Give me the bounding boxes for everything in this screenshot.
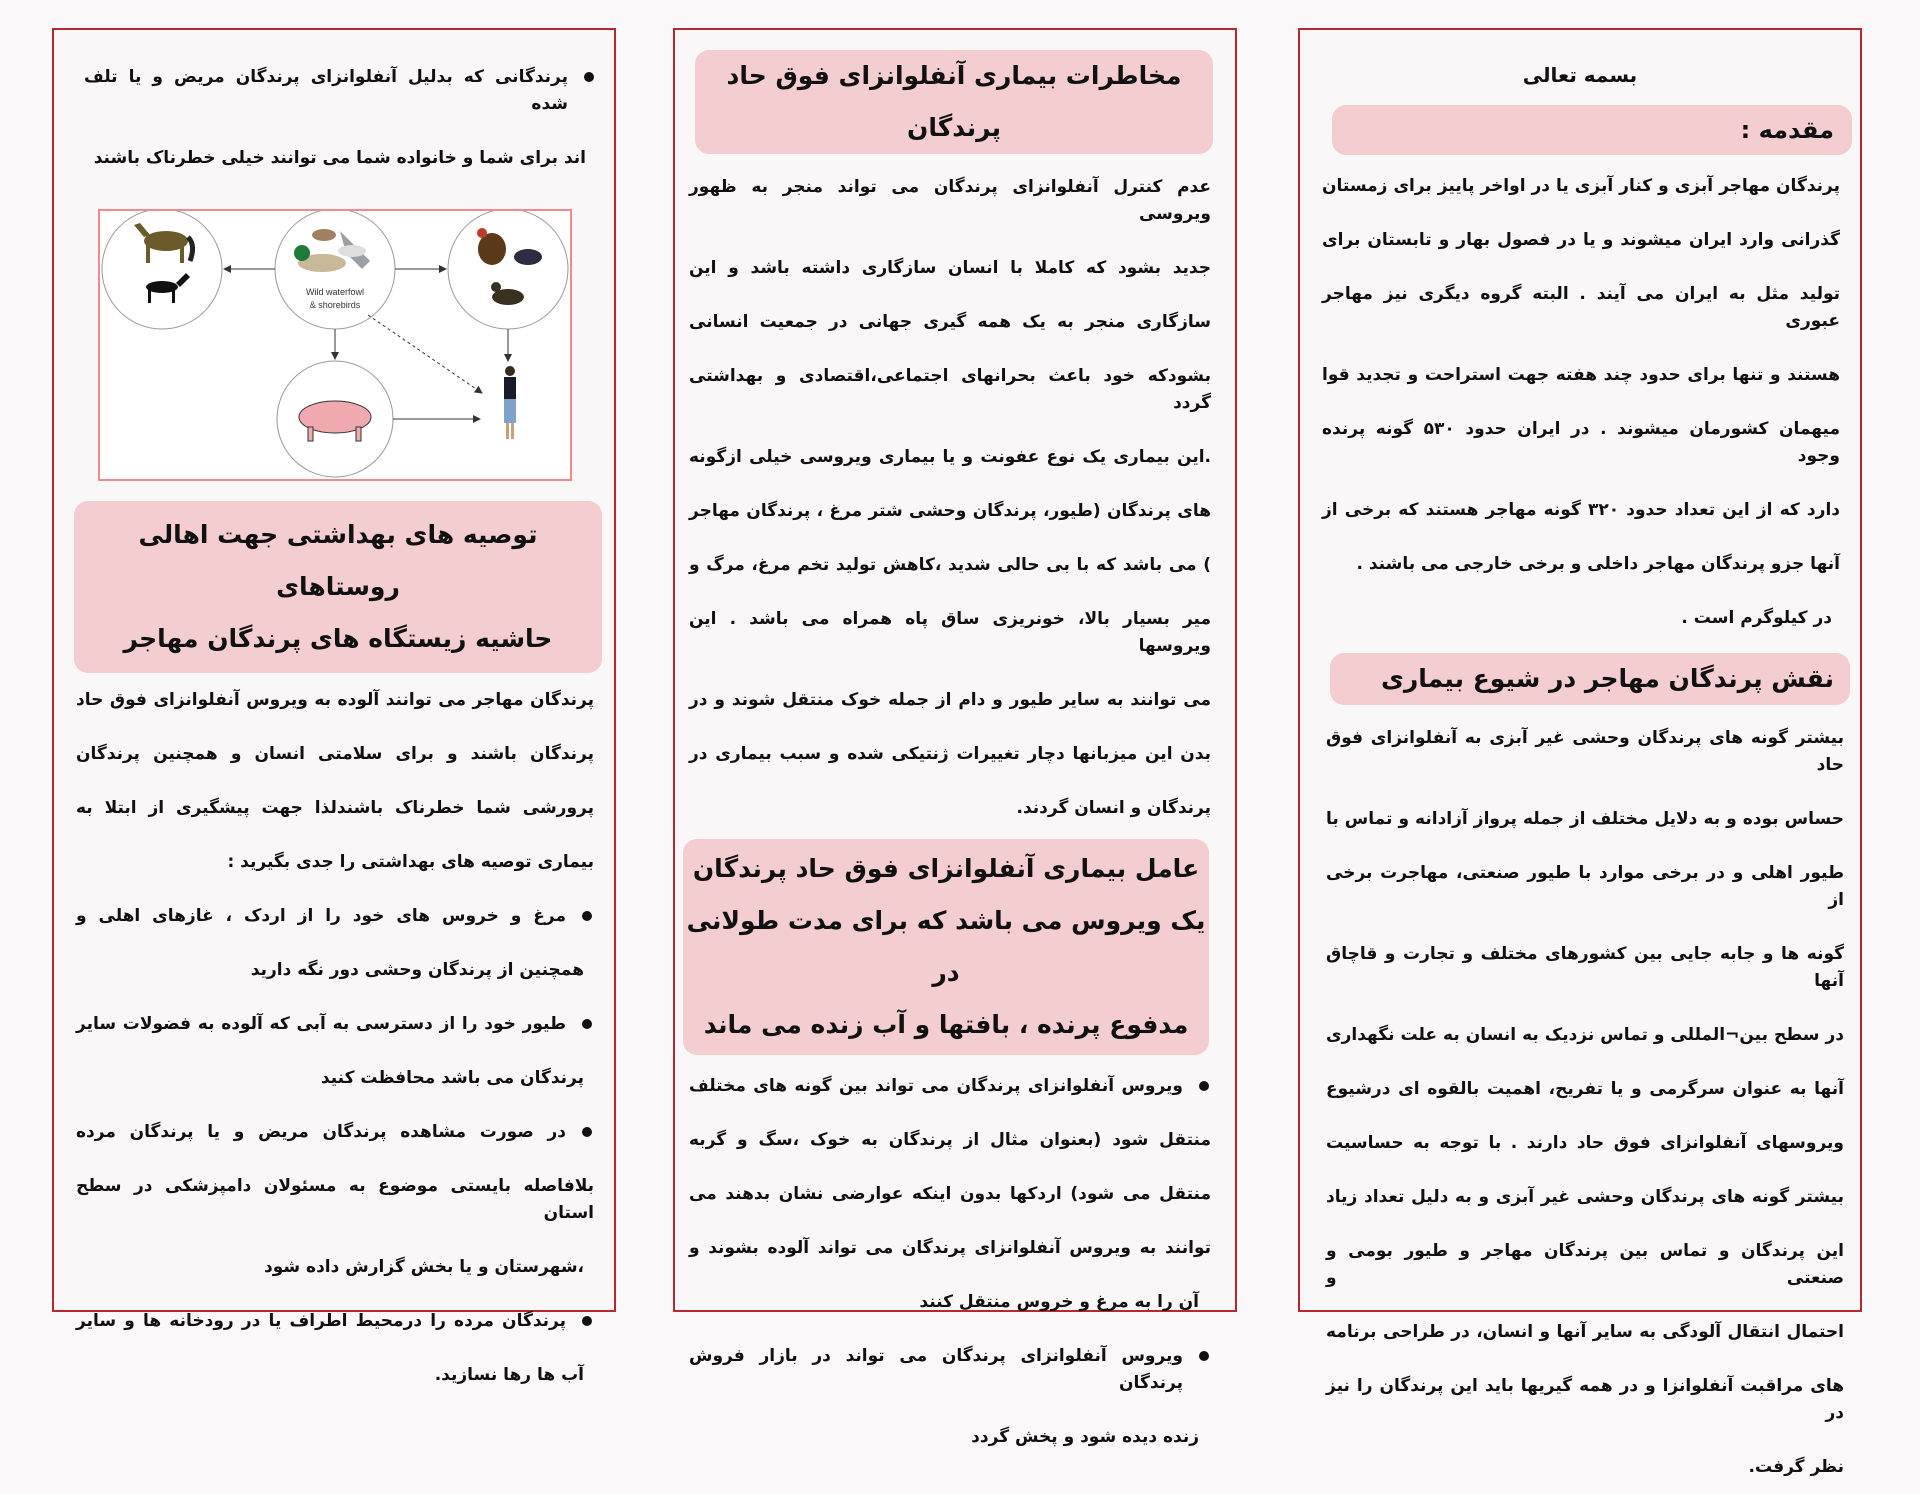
text-line: پرندگان باشند و برای سلامتی انسان و همچنین پرندگان (76, 743, 594, 764)
bullet-line: پرندگانی که بدلیل آنفلوانزای پرندگان مریض و یا تلف شده (84, 50, 596, 131)
text-line: آن را به مرغ و خروس منتقل کنند (919, 1291, 1199, 1312)
text-line: های پرندگان (طیور، پرندگان وحشی شتر مرغ ، پرندگان مهاجر (689, 500, 1211, 521)
text-line: گونه ها و جابه جایی بین کشورهای مختلف و تجارت و قاچاق آنها (1326, 943, 1844, 991)
text-line: های مراقبت آنفلوانزا و در همه گیریها باید این پرندگان را نیز در (1326, 1375, 1844, 1423)
intro-heading: مقدمه : (1740, 116, 1834, 144)
advice-heading-box (74, 501, 602, 673)
text-line: ،شهرستان و یا بخش گزارش داده شود (264, 1256, 584, 1277)
text-line: در کیلوگرم است . (1681, 607, 1832, 628)
advice-paragraph (76, 673, 594, 1402)
wild-birds-circle (275, 211, 395, 329)
text-line: در سطح بین¬المللی و تماس نزدیک به انسان به علت نگهداری (1326, 1024, 1844, 1045)
text-line: پرندگان و انسان گردند. (1016, 797, 1211, 818)
agent-heading-line: یک ویروس می باشد که برای مدت طولانی در (686, 906, 1206, 987)
risk-heading: مخاطرات بیماری آنفلوانزای فوق حاد پرندگان (726, 61, 1182, 142)
text-line: همچنین از پرندگان وحشی دور نگه دارید (250, 959, 584, 980)
transmission-diagram (98, 209, 572, 481)
text-line: بلافاصله بایستی موضوع به مسئولان دامپزشکی در سطح استان (76, 1175, 594, 1223)
top-bullet (84, 50, 596, 185)
mammals-circle (102, 211, 222, 329)
text-line: هستند و تنها برای حدود چند هفته جهت استراحت و تجدید قوا (1322, 364, 1840, 385)
text-line: میهمان کشورمان میشوند . در ایران حدود ۵۳۰ گونه پرنده وجود (1322, 418, 1840, 466)
text-line: بدن این میزبانها دچار تغییرات ژنتیکی شده و سبب بیماری در (689, 743, 1211, 764)
text-line: گذرانی وارد ایران میشوند و یا در فصول بهار و تابستان برای (1322, 229, 1840, 250)
panel-introduction (1298, 28, 1862, 1477)
text-line: می توانند به سایر طیور و دام از جمله خوک منتقل شوند و در (689, 689, 1211, 710)
bullet-line: طیور خود را از دسترسی به آبی که آلوده به فضولات سایر (76, 997, 594, 1051)
text-line: دارد که از این تعداد حدود ۳۲۰ گونه مهاجر هستند که برخی از (1322, 499, 1840, 520)
panel-recommendations (52, 28, 616, 1385)
intro-paragraph (1322, 159, 1840, 645)
text-line: عدم کنترل آنفلوانزای پرندگان می تواند منجر به ظهور ویروسی (689, 176, 1211, 224)
text-line: تولید مثل به ایران می آیند . البته گروه دیگری نیز مهاجر عبوری (1322, 283, 1840, 331)
text-line: احتمال انتقال آلودگی به سایر آنها و انسان، در طراحی برنامه (1326, 1321, 1844, 1342)
text-line: منتقل شود (بعنوان مثال از پرندگان به خوک ،سگ و گربه (689, 1129, 1211, 1150)
text-line: .این بیماری یک نوع عفونت و یا بیماری ویروسی خیلی ازگونه (689, 446, 1211, 467)
bullet-line: ویروس آنفلوانزای پرندگان می تواند بین گونه های مختلف (689, 1059, 1211, 1113)
risk-paragraph (689, 160, 1211, 835)
text-line: این پرندگان و تماس بین پرندگان مهاجر و طیور بومی و صنعتی و (1326, 1240, 1844, 1288)
bullet-line: مرغ و خروس های خود را از اردک ، غازهای اهلی و (76, 889, 594, 943)
text-line: ویروسهای آنفلوانزای فوق حاد دارند . با توجه به حساسیت (1326, 1132, 1844, 1153)
text-line: آنها به عنوان سرگرمی و یا تفریح، اهمیت بالقوه ای درشیوع (1326, 1078, 1844, 1099)
text-line: میر بسیار بالا، خونریزی ساق پاه همراه می باشد . این ویروسها (689, 608, 1211, 656)
text-line: طیور اهلی و در برخی موارد با طیور صنعتی، مهاجرت برخی از (1326, 862, 1844, 910)
diagram-label: & shorebirds (309, 300, 361, 310)
risk-heading-box (695, 50, 1213, 154)
text-line: پرندگان مهاجر آبزی و کنار آبزی یا در اواخر پاییز برای زمستان (1322, 175, 1840, 196)
shorebird-icon (312, 229, 336, 241)
text-line: توانند به ویروس آنفلوانزای پرندگان می تواند آلوده بشوند و (689, 1237, 1211, 1258)
text-line: بیشتر گونه های پرندگان وحشی غیر آبزی به آنفلوانزای فوق حاد (1326, 727, 1844, 775)
bullet-line: در صورت مشاهده پرندگان مریض و یا پرندگان مرده (76, 1105, 594, 1159)
text-line: جدید بشود که کاملا با انسان سازگاری داشته باشد و این (689, 257, 1211, 278)
text-line: ) می باشد که با بی حالی شدید ،کاهش تولید تخم مرغ، مرگ و (689, 554, 1211, 575)
text-line: حساس بوده و به دلایل مختلف از جمله پرواز آزادانه و تماس با (1326, 808, 1844, 829)
pig-circle (277, 361, 393, 477)
bullet-line: ویروس آنفلوانزای پرندگان می تواند در بازار فروش پرندگان (689, 1329, 1211, 1410)
agent-heading-line: مدفوع پرنده ، بافتها و آب زنده می ماند (703, 1010, 1189, 1039)
text-line: اند برای شما و خانواده شما می توانند خیلی خطرناک باشند (93, 147, 586, 168)
agent-heading-box (683, 839, 1209, 1055)
advice-heading-line: توصیه های بهداشتی جهت اهالی روستاهای (138, 520, 538, 601)
quail-icon (514, 249, 542, 265)
panel-risks (673, 28, 1237, 1447)
text-line: سازگاری منجر به یک همه گیری جهانی در جمعیت انسانی (689, 311, 1211, 332)
diagram-label: Wild waterfowl (305, 287, 365, 297)
agent-bullets (689, 1059, 1211, 1464)
advice-heading-line: حاشیه زیستگاه های پرندگان مهاجر (123, 624, 553, 653)
agent-heading-line: عامل بیماری آنفلوانزای فوق حاد پرندگان (692, 854, 1200, 883)
text-line: منتقل می شود) اردکها بدون اینکه عوارضی نشان بدهند می (689, 1183, 1211, 1204)
role-heading: نقش پرندگان مهاجر در شیوع بیماری (1380, 664, 1834, 693)
human-icon (504, 366, 516, 439)
intro-heading-box (1332, 105, 1852, 155)
text-line: آب ها رها نسازید. (434, 1364, 584, 1385)
text-line: بشودکه خود باعث بحرانهای اجتماعی،اقتصادی و بهداشتی گردد (689, 365, 1211, 413)
bullet-line: پرندگان مرده را درمحیط اطراف یا در رودخانه ها و سایر (76, 1294, 594, 1348)
role-paragraph (1326, 711, 1844, 1494)
bismillah-title: بسمه تعالی (1522, 63, 1638, 87)
text-line: پرندگان می باشد محافظت کنید (320, 1067, 584, 1088)
text-line: بیشتر گونه های پرندگان وحشی غیر آبزی و به دلیل تعداد زیاد (1326, 1186, 1844, 1207)
text-line: آنها جزو پرندگان مهاجر داخلی و برخی خارجی می باشند . (1356, 553, 1840, 574)
text-line: پرورشی شما خطرناک باشندلذا جهت پیشگیری از ابتلا به (76, 797, 594, 818)
text-line: نظر گرفت. (1748, 1456, 1844, 1477)
text-line: زنده دیده شود و پخش گردد (971, 1426, 1199, 1447)
role-heading-box (1330, 653, 1850, 705)
text-line: پرندگان مهاجر می توانند آلوده به ویروس آنفلوانزای فوق حاد (76, 689, 594, 710)
poultry-circle (448, 211, 568, 329)
transmission-diagram-svg (100, 211, 570, 479)
text-line: بیماری توصیه های بهداشتی را جدی بگیرید : (227, 851, 594, 872)
